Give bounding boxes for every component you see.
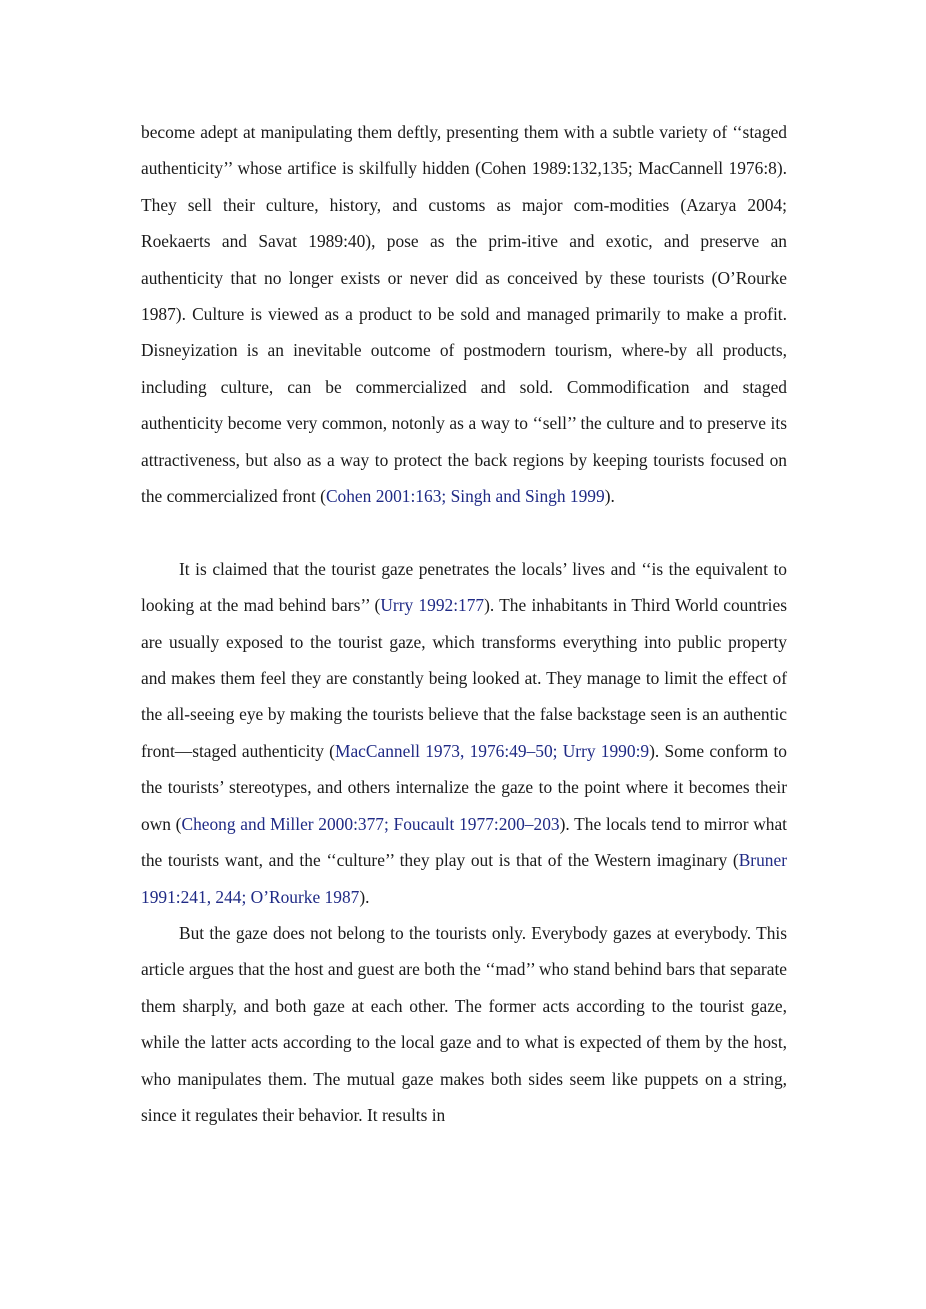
paragraph-1 xyxy=(141,114,787,514)
paragraph-gap xyxy=(141,514,787,550)
text-segment: become adept at manipulating them deftly, presenting them with a subtle variety of ‘‘staged authenticity’’ whose artifice is skilfully hidden (Cohen 1989:132,135; MacCannell 1976:8). They sell their culture, history, and customs as major com-modities (Azarya 2004; Roekaerts and Savat 1989:40), pose as the prim-itive and exotic, and preserve an authenticity that no longer exists or never did as conceived by these tourists (O’Rourke 1987). Culture is viewed as a product to be sold and managed primarily to make a profit. Disneyization is an inevitable outcome of postmodern tourism, where-by all products, including culture, can be commercialized and sold. Commodification and staged authenticity become very common, notonly as a way to ‘‘sell’’ the culture and to preserve its attractiveness, but also as a way to protect the back regions by keeping tourists focused on the commercialized front ( xyxy=(141,122,787,507)
citation-link[interactable]: Urry 1992:177 xyxy=(380,595,485,616)
paragraph-3 xyxy=(141,915,787,1133)
text-segment: ). xyxy=(604,486,615,507)
text-segment: ). The locals tend to mirror what the tourists want, and the ‘‘culture’’ they play out is that of the Western imaginary ( xyxy=(141,813,788,871)
citation-link[interactable]: Cheong and Miller 2000:377; Foucault 1977:200–203 xyxy=(181,813,560,834)
text-segment: But the gaze does not belong to the tourists only. Everybody gazes at everybody. This article argues that the host and guest are both the ‘‘mad’’ who stand behind bars that separate them sharply, and both gaze at each other. The former acts according to the tourist gaze, while the latter acts according to the local gaze and to what is expected of them by the host, who manipulates them. The mutual gaze makes both sides seem like puppets on a string, since it regulates their behavior. It results in xyxy=(141,922,787,1125)
text-segment: ). xyxy=(359,886,370,907)
paragraph-2 xyxy=(141,551,787,915)
text-segment: It is claimed that the tourist gaze penetrates the locals’ lives and ‘‘is the equivalent to looking at the mad behind bars’’ ( xyxy=(141,558,787,616)
text-segment: ). Some conform to the tourists’ stereotypes, and others internalize the gaze to the point where it becomes their own ( xyxy=(141,740,787,834)
citation-link[interactable]: Bruner 1991:241, 244; O’Rourke 1987 xyxy=(141,850,787,907)
citation-link[interactable]: Cohen 2001:163; Singh and Singh 1999 xyxy=(325,486,605,507)
document-page xyxy=(141,114,787,1133)
text-segment: ). The inhabitants in Third World countries are usually exposed to the tourist gaze, which transforms everything into public property and makes them feel they are constantly being looked at. They manage to limit the effect of the all-seeing eye by making the tourists believe that the false backstage seen is an authentic front—staged authenticity ( xyxy=(141,595,787,761)
citation-link[interactable]: MacCannell 1973, 1976:49–50; Urry 1990:9 xyxy=(334,740,650,761)
